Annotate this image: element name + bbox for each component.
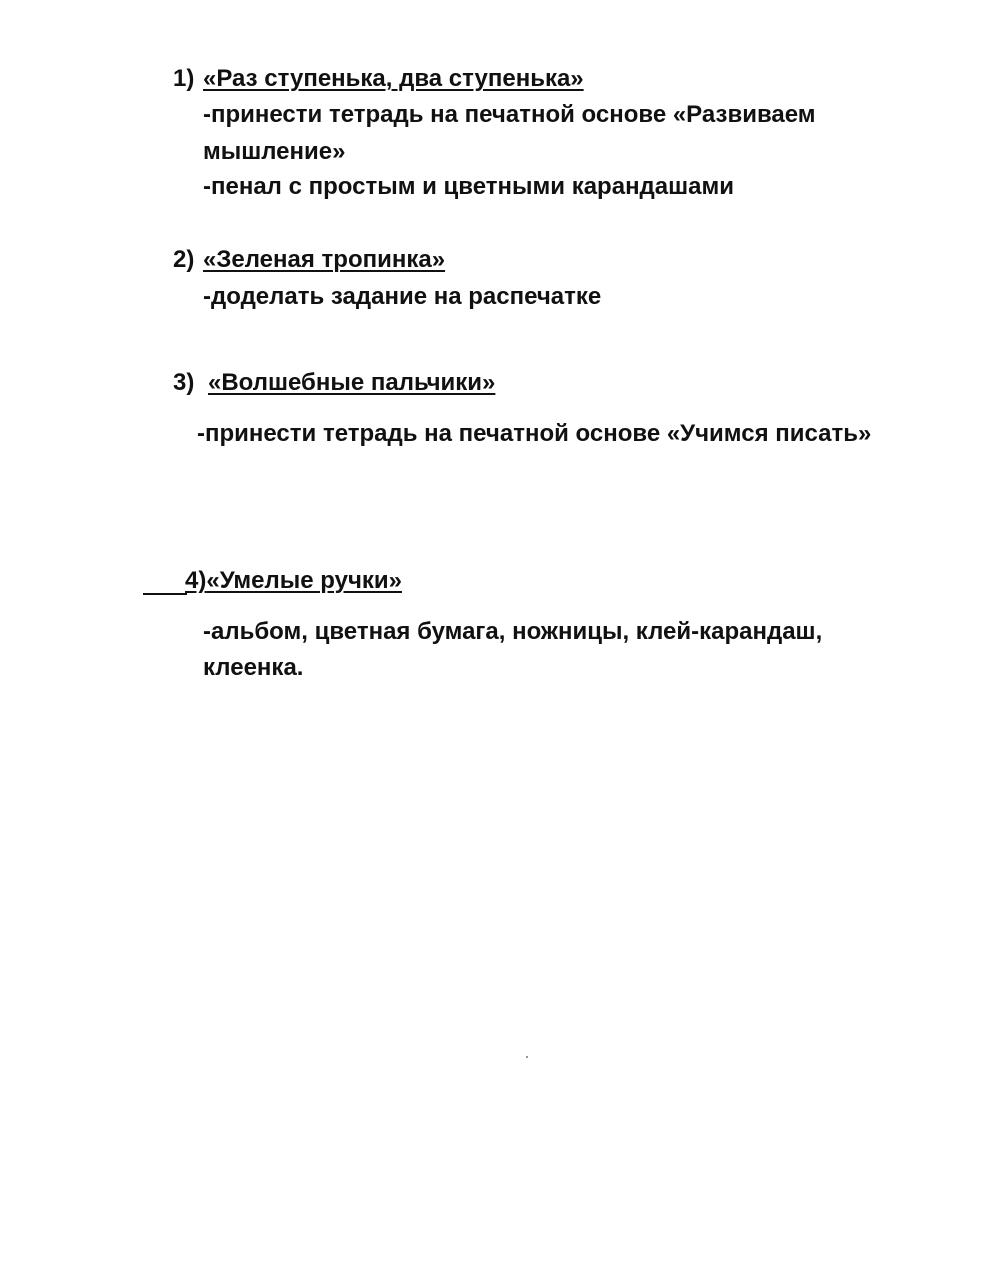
section-2-heading: [173, 245, 445, 275]
section-1-item-2: -пенал с простым и цветными карандашами: [203, 173, 734, 200]
section-4-leading-rule: [143, 593, 187, 595]
section-2-number: 2): [173, 246, 195, 273]
section-3-heading: [173, 368, 495, 398]
section-1-item-1-continuation: мышление»: [203, 138, 346, 165]
section-3-item-1: -принести тетрадь на печатной основе «Учимся писать»: [197, 420, 872, 447]
section-1-title: «Раз ступенька, два ступенька»: [203, 65, 584, 92]
section-1-number: 1): [173, 65, 195, 92]
section-4-heading: [185, 566, 402, 596]
section-1-heading: [173, 64, 584, 94]
section-1-item-1: -принести тетрадь на печатной основе «Развиваем: [203, 101, 816, 128]
scan-speck: [526, 1056, 528, 1058]
section-3-title: «Волшебные пальчики»: [208, 369, 496, 396]
section-3-number: 3): [173, 369, 195, 396]
section-2-item-1: -доделать задание на распечатке: [203, 283, 602, 310]
section-4-number: 4): [185, 567, 207, 594]
section-2-title: «Зеленая тропинка»: [203, 246, 446, 273]
section-4-item-1: -альбом, цветная бумага, ножницы, клей-карандаш,: [203, 618, 823, 645]
section-4-title: «Умелые ручки»: [206, 567, 403, 594]
section-4-item-1-continuation: клеенка.: [203, 654, 304, 681]
